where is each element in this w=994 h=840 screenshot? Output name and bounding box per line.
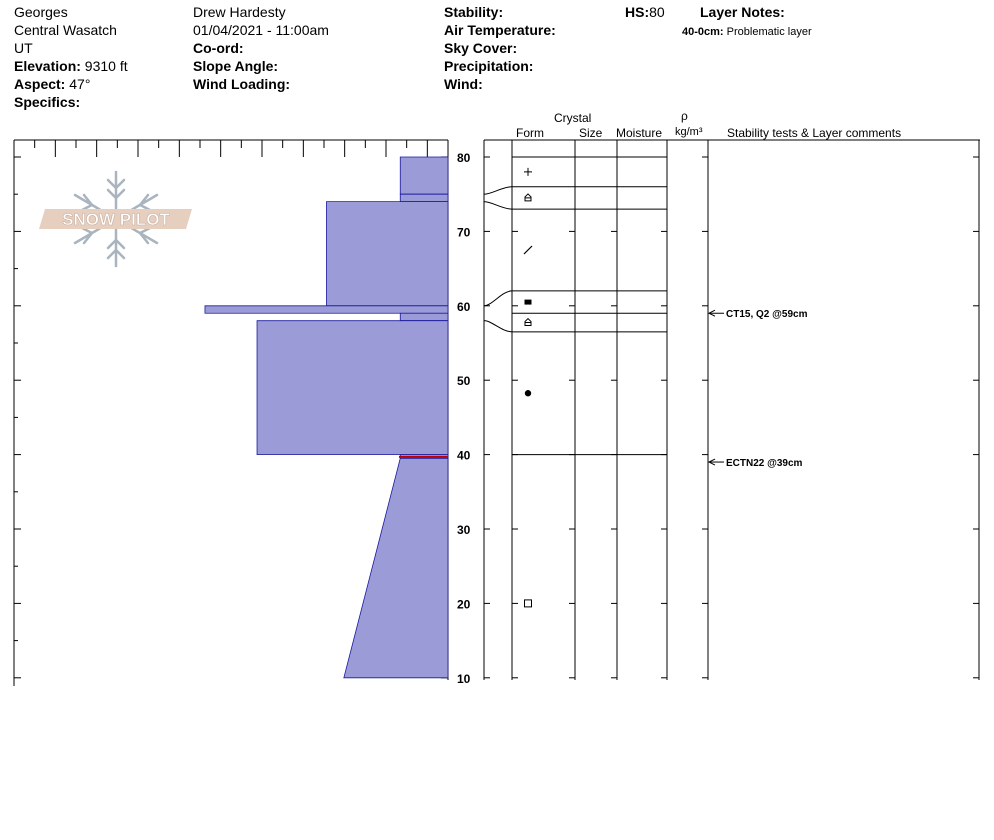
hardness-bar [257,321,448,455]
aspect-label: Aspect: [14,76,66,92]
depth-hoar-icon [525,194,531,201]
height-label: 70 [457,225,471,240]
form-symbol [525,600,532,607]
hardness-bar [400,313,448,320]
sky-cover-label: Sky Cover: [444,40,518,56]
hs-value: 80 [649,4,665,20]
snowpilot-logo [39,172,192,266]
test-label: CT15, Q2 @59cm [726,309,808,321]
hardness-bar [400,194,448,201]
location-name: Georges [14,4,68,20]
height-label: 60 [457,299,471,314]
logo-text: SNOW PILOT [62,210,170,229]
form-symbol [525,194,531,201]
height-label: 10 [457,671,471,686]
height-label: 40 [457,448,471,463]
crystal-header: Crystal [554,111,592,125]
table-ticks [484,157,979,678]
layer-note-range: 40-0cm: [682,26,724,38]
layer-connector [484,321,512,332]
height-label: 50 [457,374,471,389]
slope-angle-label: Slope Angle: [193,58,279,74]
layer-note-text: Problematic layer [726,26,812,38]
test-label: ECTN22 @39cm [726,458,803,470]
faceted-crystal-icon [525,600,532,607]
layer-notes-label: Layer Notes: [700,4,785,20]
elevation-label: Elevation: [14,58,81,74]
form-symbol [524,246,532,254]
range-name: Central Wasatch [14,22,117,38]
layer-boundaries [512,157,667,455]
elevation-value: 9310 ft [84,58,128,74]
rho-header: ρ [681,109,688,123]
height-label: 30 [457,523,471,537]
faceted-icon [525,300,532,305]
hardness-bar [344,458,448,677]
size-header: Size [579,126,603,140]
hs-label: HS: [625,4,650,20]
coord-label: Co-ord: [193,40,244,56]
form-symbol [525,390,531,396]
moisture-header: Moisture [616,126,663,140]
wind-loading-label: Wind Loading: [193,76,291,92]
height-labels [457,151,471,686]
aspect-value: 47° [69,76,91,92]
hardness-bar [400,157,448,194]
specifics-label: Specifics: [14,94,81,110]
density-unit-header: kg/m³ [675,126,703,138]
observer-name: Drew Hardesty [193,4,286,20]
hardness-bar [326,202,448,306]
form-symbol [525,300,532,305]
form-symbol [524,168,532,176]
state-name: UT [14,40,33,56]
layer-connector [484,187,512,194]
hardness-bars [205,157,448,678]
depth-hoar-icon [525,319,531,326]
height-label: 20 [457,597,471,612]
layer-connectors [484,187,512,332]
air-temperature-label: Air Temperature: [444,22,556,38]
observation-datetime: 01/04/2021 - 11:00am [193,22,329,38]
hardness-bar [205,306,448,313]
height-label: 80 [457,151,471,165]
rounded-grain-icon [525,390,531,396]
wind-label: Wind: [444,76,483,92]
comments-header: Stability tests & Layer comments [727,126,902,140]
form-header: Form [516,126,544,140]
layer-connector [484,202,512,209]
precipitation-label: Precipitation: [444,58,534,74]
crystal-form-symbols [524,168,532,607]
decomposing-icon [524,246,532,254]
stability-tests [709,309,808,469]
layer-connector [484,291,512,306]
hardness-ticks [14,140,448,157]
stability-label: Stability: [444,4,504,20]
form-symbol [525,319,531,326]
